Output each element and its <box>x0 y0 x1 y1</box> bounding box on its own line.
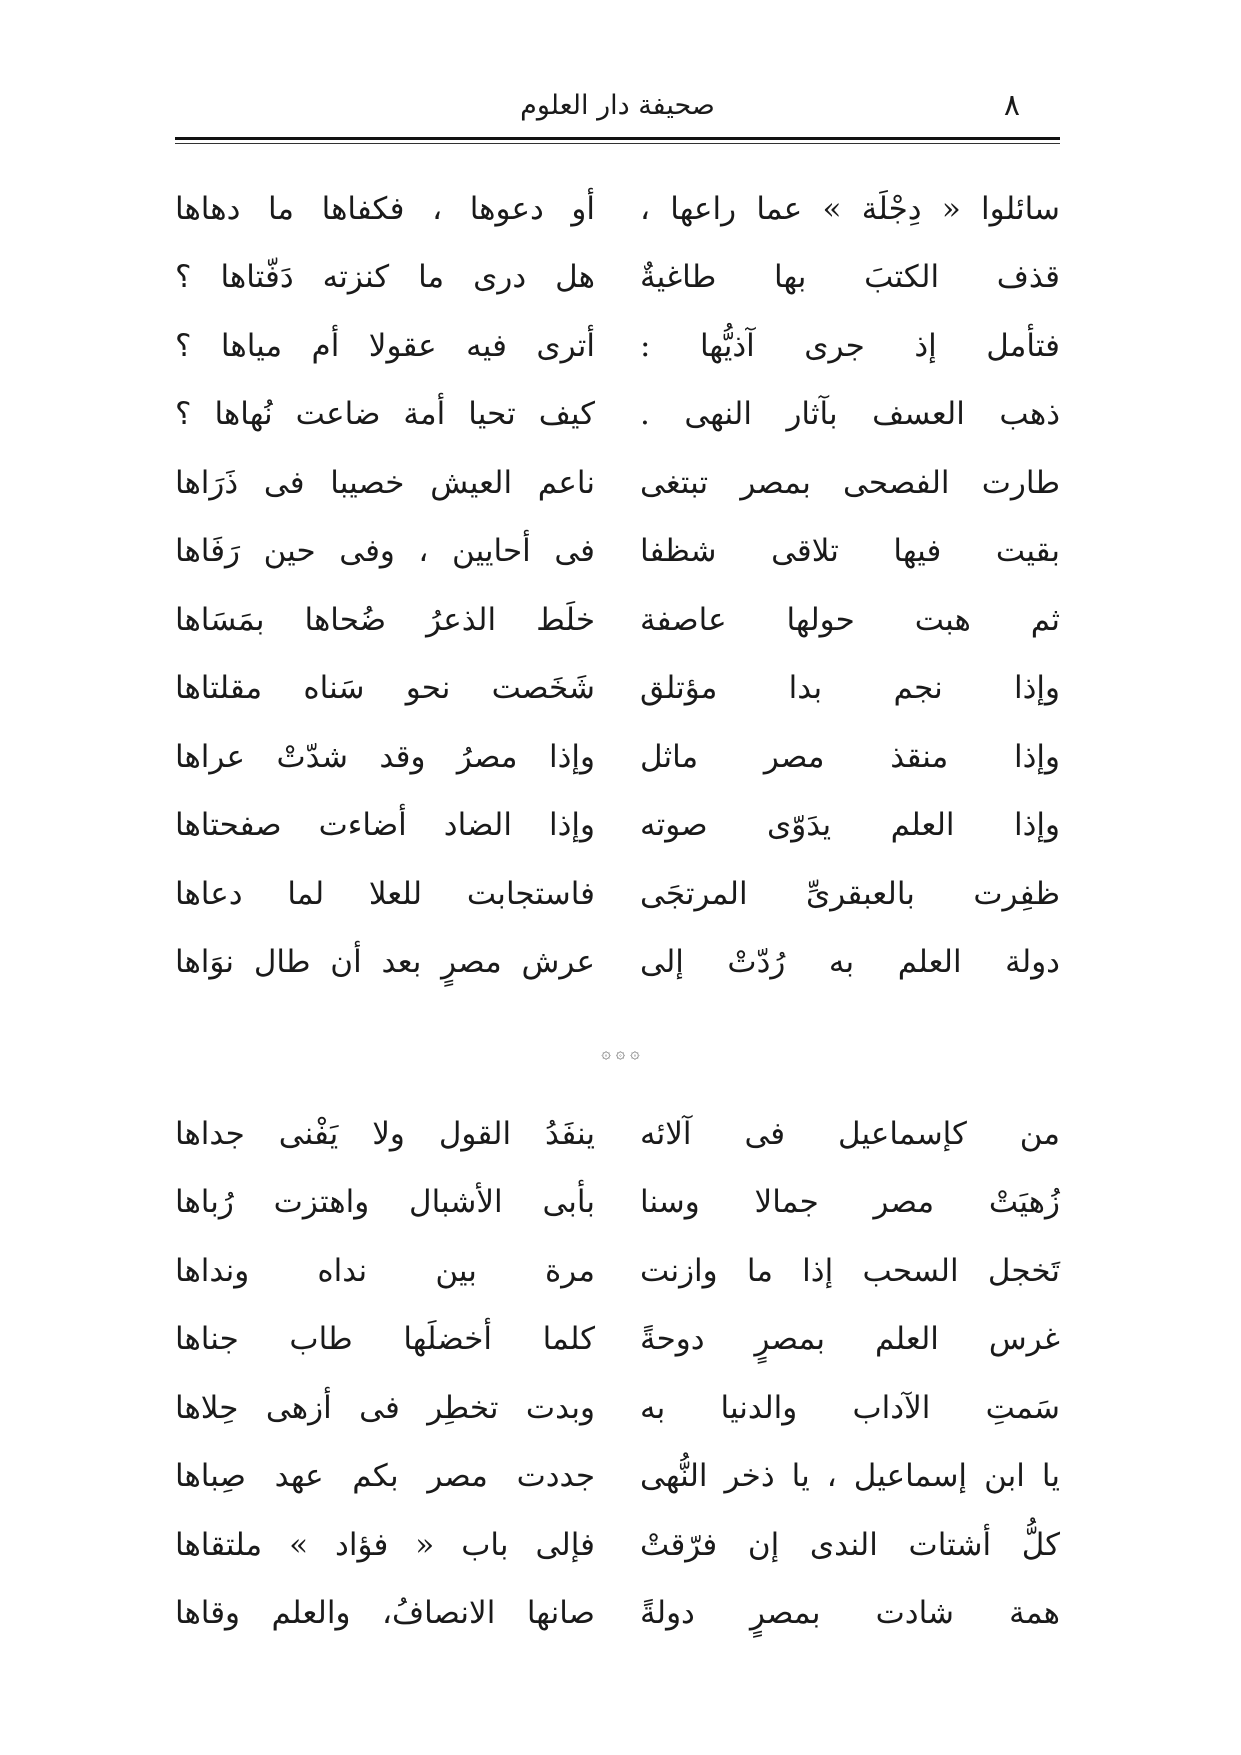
verse-line <box>175 449 1060 518</box>
page-header <box>175 84 1060 134</box>
verse-line <box>175 244 1060 313</box>
verse-first-hemistich: وإذا منقذ مصر ماثل <box>640 738 1060 775</box>
verse-first-hemistich: وإذا العلم يدَوّى صوته <box>640 807 1060 844</box>
verse-line <box>175 860 1060 929</box>
verse-first-hemistich: كلُّ أشتات الندى إن فرّقتْ <box>640 1526 1060 1563</box>
verse-first-hemistich: همة شادت بمصرٍ دولةً <box>640 1595 1060 1632</box>
verse-second-hemistich: شَخَصت نحو سَناه مقلتاها <box>175 670 595 707</box>
verse-first-hemistich: ظفِرت بالعبقرىِّ المرتجَى <box>640 875 1060 912</box>
verse-second-hemistich: مرة بين نداه ونداها <box>175 1252 595 1289</box>
verse-first-hemistich: زُهيَتْ مصر جمالا وسنا <box>640 1184 1060 1221</box>
verse-second-hemistich: ناعم العيش خصيبا فى ذَرَاها <box>175 464 595 501</box>
stanza-separator: ۞ ۞ ۞ <box>601 1043 640 1062</box>
header-rule <box>175 137 1060 140</box>
verse-second-hemistich: أترى فيه عقولا أم مياها ؟ <box>175 327 595 364</box>
verse-first-hemistich: غرس العلم بمصرٍ دوحةً <box>640 1321 1060 1358</box>
verse-first-hemistich: سائلوا « دِجْلَة » عما راعها ، <box>640 190 1060 227</box>
verse-second-hemistich: ينفَدُ القول ولا يَفْنى جداها <box>175 1115 595 1152</box>
verse-second-hemistich: وبدت تخطِر فى أزهى حِلاها <box>175 1389 595 1426</box>
verse-second-hemistich: كلما أخضلَها طاب جناها <box>175 1321 595 1358</box>
verse-line <box>175 1169 1060 1238</box>
verse-line <box>175 312 1060 381</box>
verse-first-hemistich: سَمتِ الآداب والدنيا به <box>640 1389 1060 1426</box>
poem-stanza-1 <box>175 175 1060 997</box>
verse-line <box>175 518 1060 587</box>
verse-first-hemistich: بقيت فيها تلاقى شظفا <box>640 533 1060 570</box>
verse-line <box>175 1511 1060 1580</box>
verse-first-hemistich: دولة العلم به رُدّتْ إلى <box>640 944 1060 981</box>
verse-line <box>175 175 1060 244</box>
verse-line <box>175 586 1060 655</box>
verse-first-hemistich: من كإسماعيل فى آلائه <box>640 1115 1060 1152</box>
verse-second-hemistich: فإلى باب « فؤاد » ملتقاها <box>175 1526 595 1563</box>
verse-second-hemistich: وإذا الضاد أضاءت صفحتاها <box>175 807 595 844</box>
verse-line <box>175 1580 1060 1649</box>
poem-stanza-2 <box>175 1100 1060 1648</box>
verse-second-hemistich: فاستجابت للعلا لما دعاها <box>175 875 595 912</box>
verse-line <box>175 723 1060 792</box>
running-title: صحيفة دار العلوم <box>520 90 715 121</box>
page-number: ٨ <box>1003 88 1020 123</box>
verse-second-hemistich: جددت مصر بكم عهد صِباها <box>175 1458 595 1495</box>
verse-first-hemistich: وإذا نجم بدا مؤتلق <box>640 670 1060 707</box>
header-rule-thin <box>175 143 1060 144</box>
verse-first-hemistich: ذهب العسف بآثار النهى . <box>640 396 1060 433</box>
verse-line <box>175 1374 1060 1443</box>
verse-line <box>175 1443 1060 1512</box>
verse-second-hemistich: أو دعوها ، فكفاها ما دهاها <box>175 190 595 227</box>
verse-line <box>175 1100 1060 1169</box>
verse-first-hemistich: يا ابن إسماعيل ، يا ذخر النُّهى <box>640 1458 1060 1495</box>
verse-line <box>175 792 1060 861</box>
verse-line <box>175 1306 1060 1375</box>
verse-second-hemistich: خلَط الذعرُ ضُحاها بمَسَاها <box>175 601 595 638</box>
verse-line <box>175 655 1060 724</box>
verse-second-hemistich: فى أحايين ، وفى حين رَفَاها <box>175 533 595 570</box>
verse-second-hemistich: كيف تحيا أمة ضاعت نُهاها ؟ <box>175 396 595 433</box>
verse-second-hemistich: هل درى ما كنزته دَفّتاها ؟ <box>175 259 595 296</box>
verse-first-hemistich: قذف الكتبَ بها طاغيةٌ <box>640 259 1060 296</box>
verse-second-hemistich: وإذا مصرُ وقد شدّتْ عراها <box>175 738 595 775</box>
verse-second-hemistich: عرش مصرٍ بعد أن طال نوَاها <box>175 944 595 981</box>
verse-second-hemistich: بأبى الأشبال واهتزت رُباها <box>175 1184 595 1221</box>
verse-first-hemistich: تَخجل السحب إذا ما وازنت <box>640 1252 1060 1289</box>
verse-line <box>175 929 1060 998</box>
verse-first-hemistich: فتأمل إذ جرى آذيُّها : <box>640 327 1060 364</box>
verse-first-hemistich: ثم هبت حولها عاصفة <box>640 601 1060 638</box>
verse-line <box>175 1237 1060 1306</box>
verse-first-hemistich: طارت الفصحى بمصر تبتغى <box>640 464 1060 501</box>
verse-second-hemistich: صانها الانصافُ، والعلم وقاها <box>175 1595 595 1632</box>
verse-line <box>175 381 1060 450</box>
